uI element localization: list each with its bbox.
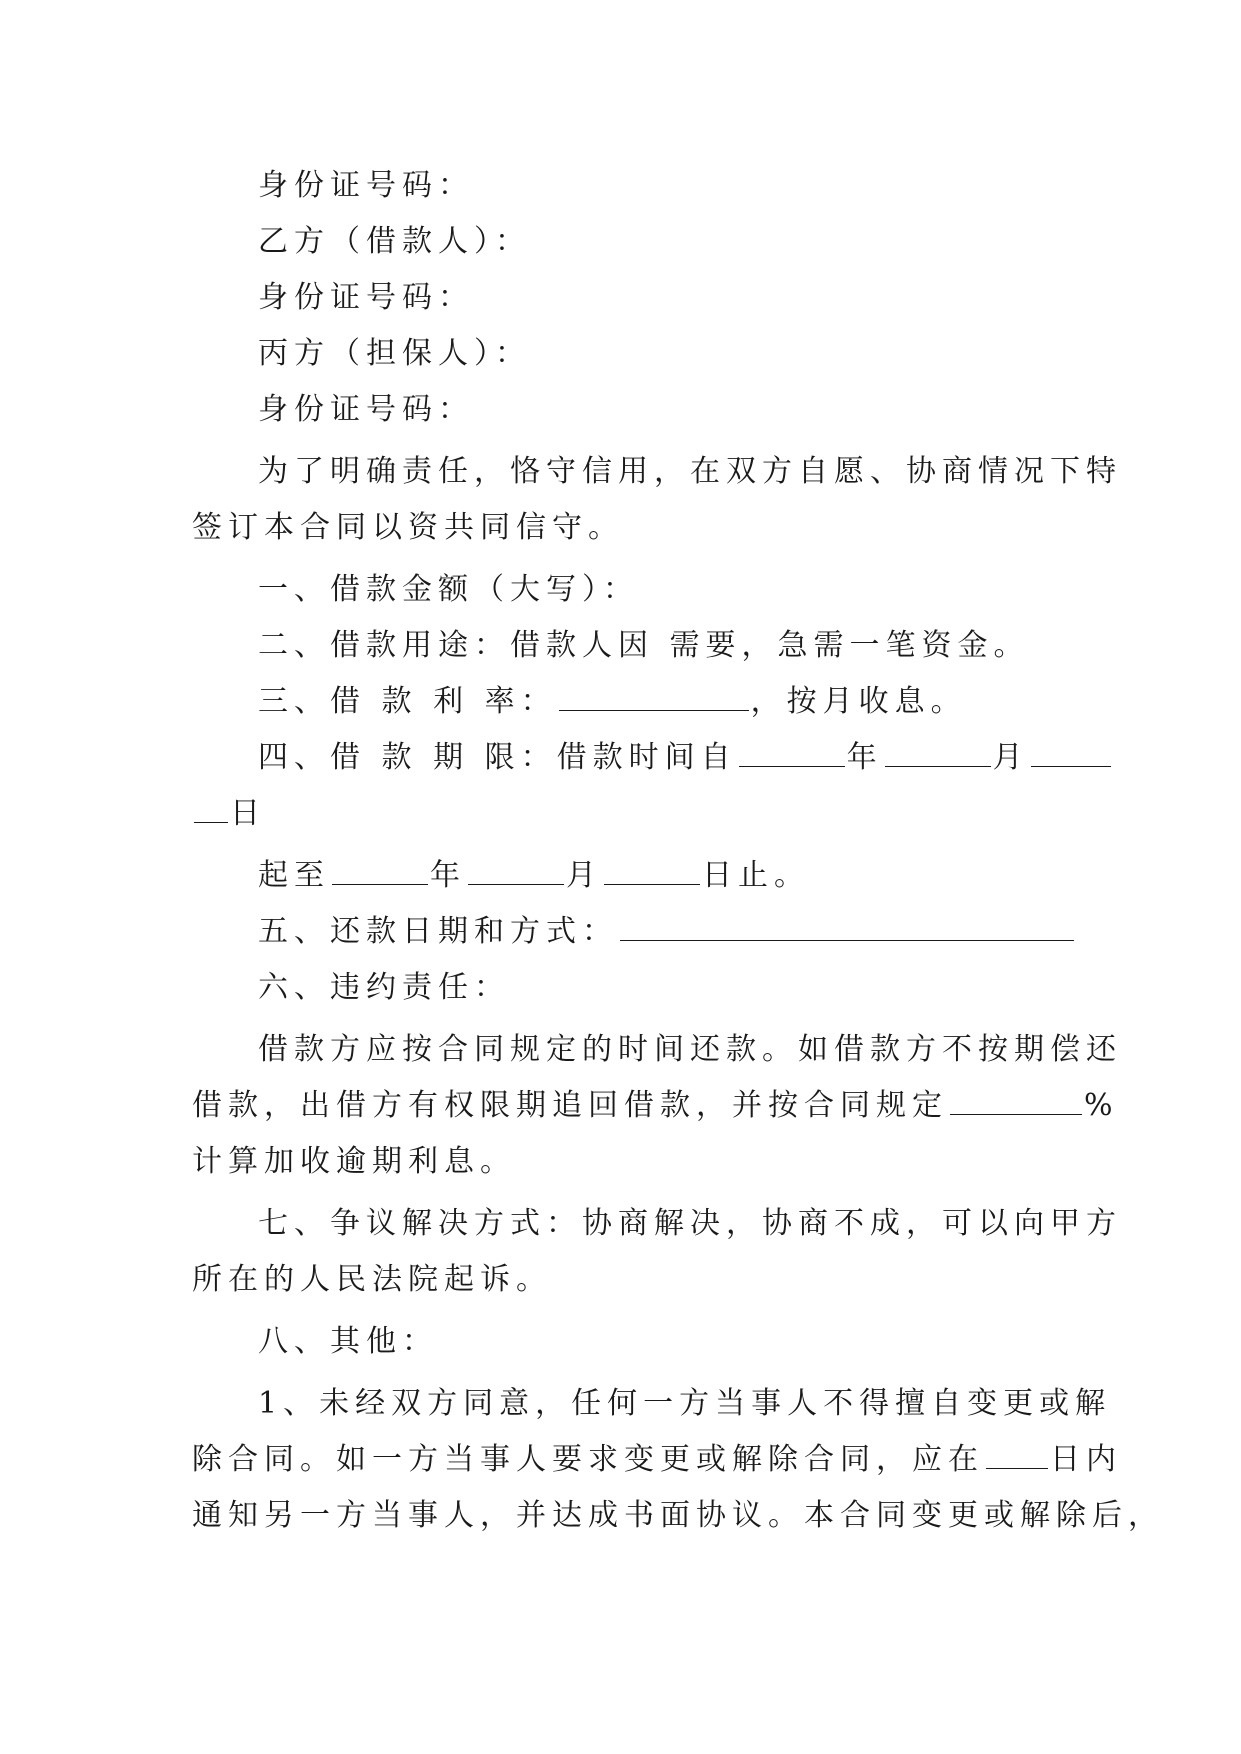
clause-6-body-3: [192, 1142, 516, 1182]
blank-field: [1031, 738, 1111, 767]
id-number-label-borrower: [258, 278, 474, 318]
text: 日: [230, 796, 266, 831]
clause-2-purpose: [258, 626, 1030, 666]
text: 四、借 款 期 限：借款时间自: [258, 740, 737, 775]
blank-field: [885, 738, 991, 767]
text: 六、违约责任：: [258, 970, 510, 1005]
text: 日止。: [702, 858, 810, 893]
blank-field: [986, 1440, 1048, 1469]
blank-field: [559, 682, 749, 711]
text: 身份证号码：: [258, 168, 474, 203]
text: 年: [846, 740, 883, 775]
clause-3-interest-rate: [258, 682, 967, 722]
text: %: [1084, 1088, 1119, 1123]
text: 签订本合同以资共同信守。: [192, 510, 624, 545]
clause-6-body-1: [258, 1030, 1122, 1070]
text: 八、其他：: [258, 1324, 438, 1359]
clause-8-item-1-cont-2: [192, 1496, 1164, 1536]
text: 七、争议解决方式：协商解决，协商不成，可以向甲方: [258, 1206, 1122, 1241]
clause-7-dispute: [258, 1204, 1122, 1244]
id-number-label-lender: [258, 166, 474, 206]
text: 1、未经双方同意，任何一方当事人不得擅自变更或解: [258, 1386, 1112, 1421]
clause-8-item-1: [258, 1384, 1111, 1424]
preamble-line-1: [258, 452, 1122, 492]
text: 年: [430, 858, 466, 893]
clause-4-term: [258, 738, 1113, 778]
text: 月: [992, 740, 1029, 775]
clause-7-dispute-cont: [192, 1260, 552, 1300]
text: 为了明确责任，恪守信用，在双方自愿、协商情况下特: [258, 454, 1122, 489]
blank-field: [604, 856, 700, 885]
clause-1-amount: [258, 570, 639, 610]
blank-field: [950, 1086, 1082, 1115]
text: 日内: [1050, 1442, 1122, 1477]
clause-6-body-2: [192, 1086, 1119, 1126]
blank-field: [194, 794, 228, 823]
text: 三、借 款 利 率：: [258, 684, 557, 719]
clause-5-repayment: [258, 912, 1076, 952]
clause-4-end-date: [258, 856, 810, 896]
text: 一、借款金额（大写）：: [258, 572, 639, 607]
text: 五、还款日期和方式：: [258, 914, 618, 949]
clause-4-term-cont: [192, 794, 266, 834]
text: 丙方（担保人）：: [258, 336, 531, 371]
blank-field: [332, 856, 428, 885]
text: 所在的人民法院起诉。: [192, 1262, 552, 1297]
party-b-label: [258, 222, 531, 262]
text: 身份证号码：: [258, 280, 474, 315]
blank-field: [739, 738, 845, 767]
text: 乙方（借款人）：: [258, 224, 531, 259]
text: 借款方应按合同规定的时间还款。如借款方不按期偿还: [258, 1032, 1122, 1067]
text: 身份证号码：: [258, 392, 474, 427]
text: 通知另一方当事人，并达成书面协议。本合同变更或解除后，: [192, 1498, 1164, 1533]
text: 借款，出借方有权限期追回借款，并按合同规定: [192, 1088, 948, 1123]
blank-field: [620, 912, 1074, 941]
id-number-label-guarantor: [258, 390, 474, 430]
clause-6-liability: [258, 968, 510, 1008]
text: 计算加收逾期利息。: [192, 1144, 516, 1179]
text: ，按月收息。: [750, 684, 967, 719]
clause-8-item-1-cont: [192, 1440, 1122, 1480]
text: 月: [566, 858, 602, 893]
text: 除合同。如一方当事人要求变更或解除合同，应在: [192, 1442, 984, 1477]
text: 二、借款用途：借款人因 需要，急需一笔资金。: [258, 628, 1030, 663]
text: 起至: [258, 858, 330, 893]
party-c-label: [258, 334, 531, 374]
preamble-line-2: [192, 508, 624, 548]
clause-8-other: [258, 1322, 438, 1362]
blank-field: [468, 856, 564, 885]
